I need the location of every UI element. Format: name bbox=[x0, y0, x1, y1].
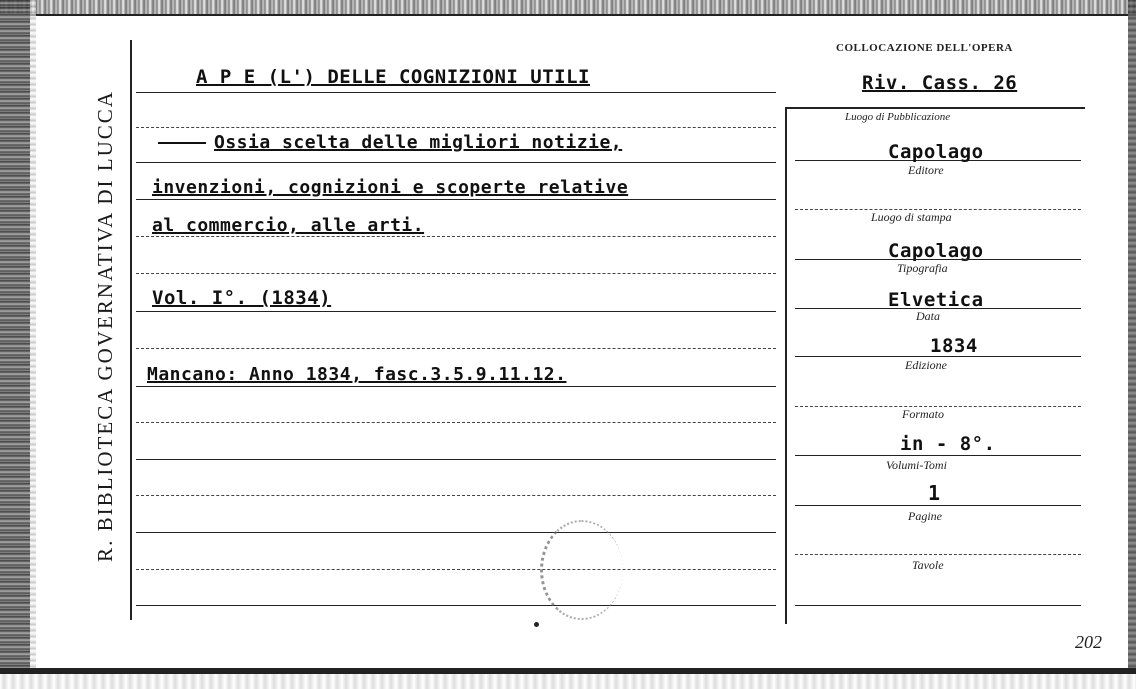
rule-line bbox=[136, 495, 776, 497]
rule-line bbox=[136, 532, 776, 534]
label-luogo-stampa: Luogo di stampa bbox=[871, 210, 952, 224]
label-volumi-tomi: Volumi-Tomi bbox=[886, 458, 947, 472]
missing-line: Mancano: Anno 1834, fasc.3.5.9.11.12. bbox=[147, 364, 567, 385]
scan-edge-right bbox=[1128, 0, 1136, 689]
faded-stamp bbox=[540, 520, 623, 620]
rule-line bbox=[136, 605, 776, 607]
rule-line bbox=[136, 569, 776, 571]
label-editore: Editore bbox=[908, 163, 944, 177]
margin-rule bbox=[130, 40, 132, 620]
rule-line bbox=[136, 92, 776, 94]
rule-line bbox=[136, 236, 776, 238]
ink-dot bbox=[534, 622, 539, 627]
label-pagine: Pagine bbox=[908, 509, 942, 523]
value-volumi-tomi: in - 8°. bbox=[900, 433, 996, 455]
label-data: Data bbox=[916, 309, 940, 323]
scan-edge-left bbox=[0, 0, 30, 689]
label-formato: Formato bbox=[902, 407, 944, 421]
rule-line bbox=[136, 199, 776, 201]
label-edizione: Edizione bbox=[905, 358, 947, 372]
label-tipografia: Tipografia bbox=[897, 261, 948, 275]
rule-line bbox=[136, 162, 776, 164]
subtitle-text-1: Ossia scelta delle migliori notizie, bbox=[214, 132, 623, 153]
right-rule-line bbox=[795, 455, 1081, 457]
subtitle-line-1 bbox=[158, 132, 622, 153]
label-luogo-pubblicazione: Luogo di Pubblicazione bbox=[845, 111, 951, 123]
scan-edge-bottom bbox=[0, 674, 1136, 689]
right-rule-line bbox=[795, 554, 1081, 556]
subtitle-line-3: al commercio, alle arti. bbox=[152, 215, 425, 236]
collocazione-label: COLLOCAZIONE DELL'OPERA bbox=[836, 42, 1013, 54]
value-pagine: 1 bbox=[928, 481, 941, 505]
indent-dash bbox=[158, 142, 206, 144]
right-rule-line bbox=[795, 505, 1081, 507]
rule-line bbox=[136, 386, 776, 388]
rule-line bbox=[136, 459, 776, 461]
rule-line bbox=[136, 348, 776, 350]
volume-line: Vol. I°. (1834) bbox=[152, 287, 332, 309]
page-number: 202 bbox=[1075, 632, 1102, 652]
value-data: Elvetica bbox=[888, 289, 984, 311]
scan-edge-left-inner bbox=[30, 0, 36, 689]
rule-line bbox=[136, 127, 776, 129]
title-line: A P E (L') DELLE COGNIZIONI UTILI bbox=[196, 66, 590, 88]
collocazione-value: Riv. Cass. 26 bbox=[862, 72, 1018, 94]
label-tavole: Tavole bbox=[912, 558, 944, 572]
card-top-border bbox=[30, 14, 1136, 16]
value-edizione: 1834 bbox=[930, 335, 978, 357]
value-editore: Capolago bbox=[888, 141, 984, 163]
subtitle-line-2: invenzioni, cognizioni e scoperte relative bbox=[152, 177, 629, 198]
rule-line bbox=[136, 311, 776, 313]
value-tipografia: Capolago bbox=[888, 240, 984, 262]
rule-line bbox=[136, 422, 776, 424]
library-name: R. BIBLIOTECA GOVERNATIVA DI LUCCA bbox=[93, 90, 117, 562]
right-rule-line bbox=[795, 605, 1081, 607]
scan-edge-top bbox=[0, 0, 1136, 14]
rule-line bbox=[136, 273, 776, 275]
